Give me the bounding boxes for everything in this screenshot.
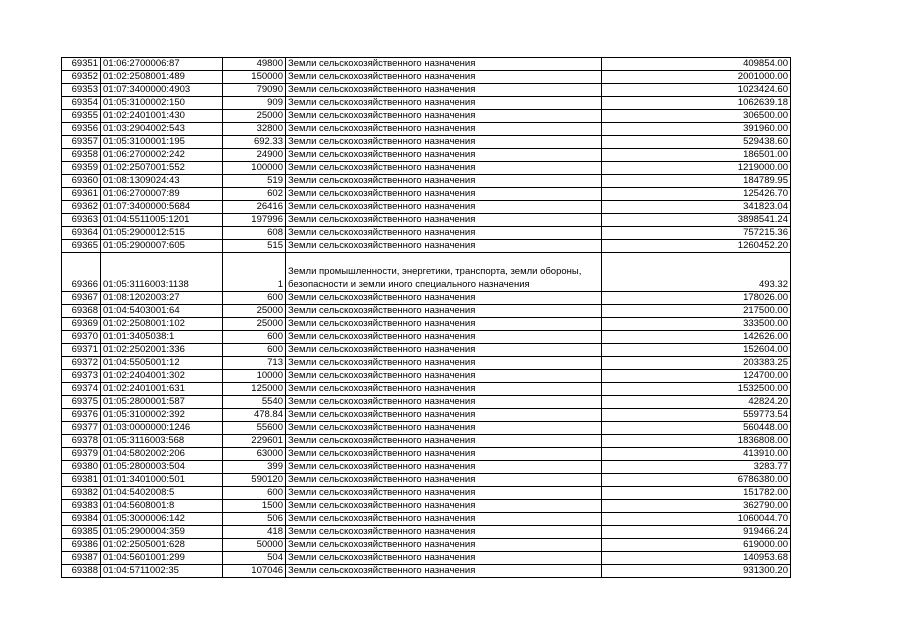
cadastral-value-cell: 529438.60	[602, 136, 791, 149]
table-row	[62, 383, 791, 396]
area-cell: 602	[223, 188, 286, 201]
row-id-cell: 69364	[62, 227, 101, 240]
area-cell: 150000	[223, 71, 286, 84]
area-cell: 100000	[223, 162, 286, 175]
cadastral-value-cell: 151782.00	[602, 487, 791, 500]
cadastral-number-cell: 01:04:5601001:299	[101, 552, 223, 565]
table-row	[62, 331, 791, 344]
cadastral-number-cell: 01:05:2900004:359	[101, 526, 223, 539]
cadastral-number-cell: 01:06:2700002:242	[101, 149, 223, 162]
row-id-cell: 69378	[62, 435, 101, 448]
cadastral-value-cell: 333500.00	[602, 318, 791, 331]
land-category-cell: Земли сельскохозяйственного назначения	[286, 305, 602, 318]
land-category-cell: Земли сельскохозяйственного назначения	[286, 526, 602, 539]
cadastral-value-cell: 42824.20	[602, 396, 791, 409]
table-row	[62, 526, 791, 539]
cadastral-value-cell: 6786380.00	[602, 474, 791, 487]
row-id-cell: 69377	[62, 422, 101, 435]
cadastral-number-cell: 01:05:2900012:515	[101, 227, 223, 240]
cadastral-value-cell: 413910.00	[602, 448, 791, 461]
cadastral-value-cell: 1219000.00	[602, 162, 791, 175]
land-category-cell: Земли сельскохозяйственного назначения	[286, 240, 602, 253]
row-id-cell: 69365	[62, 240, 101, 253]
row-id-cell: 69370	[62, 331, 101, 344]
cadastral-number-cell: 01:04:5402008:5	[101, 487, 223, 500]
row-id-cell: 69366	[62, 253, 101, 292]
table-row	[62, 474, 791, 487]
cadastral-value-cell: 931300.20	[602, 565, 791, 578]
row-id-cell: 69386	[62, 539, 101, 552]
cadastral-value-cell: 560448.00	[602, 422, 791, 435]
cadastral-number-cell: 01:05:2800001:587	[101, 396, 223, 409]
land-category-cell: Земли сельскохозяйственного назначения	[286, 97, 602, 110]
area-cell: 107046	[223, 565, 286, 578]
land-category-cell: Земли сельскохозяйственного назначения	[286, 396, 602, 409]
land-category-cell: Земли сельскохозяйственного назначения	[286, 487, 602, 500]
table-row	[62, 552, 791, 565]
row-id-cell: 69388	[62, 565, 101, 578]
row-id-cell: 69352	[62, 71, 101, 84]
land-category-cell: Земли сельскохозяйственного назначения	[286, 357, 602, 370]
row-id-cell: 69353	[62, 84, 101, 97]
row-id-cell: 69384	[62, 513, 101, 526]
cadastral-number-cell: 01:05:3100002:392	[101, 409, 223, 422]
table-row	[62, 422, 791, 435]
area-cell: 909	[223, 97, 286, 110]
cadastral-value-cell: 178026.00	[602, 292, 791, 305]
land-category-cell: Земли сельскохозяйственного назначения	[286, 227, 602, 240]
cadastral-number-cell: 01:01:3405038:1	[101, 331, 223, 344]
cadastral-value-cell: 1023424.60	[602, 84, 791, 97]
land-category-cell: Земли сельскохозяйственного назначения	[286, 448, 602, 461]
land-category-cell: Земли сельскохозяйственного назначения	[286, 136, 602, 149]
cadastral-value-cell: 124700.00	[602, 370, 791, 383]
table-row	[62, 318, 791, 331]
cadastral-number-cell: 01:04:5403001:64	[101, 305, 223, 318]
row-id-cell: 69380	[62, 461, 101, 474]
land-category-cell: Земли сельскохозяйственного назначения	[286, 110, 602, 123]
table-row	[62, 435, 791, 448]
cadastral-number-cell: 01:02:2505001:628	[101, 539, 223, 552]
cadastral-number-cell: 01:06:2700007:89	[101, 188, 223, 201]
row-id-cell: 69371	[62, 344, 101, 357]
land-category-cell: Земли сельскохозяйственного назначения	[286, 318, 602, 331]
row-id-cell: 69381	[62, 474, 101, 487]
area-cell: 79090	[223, 84, 286, 97]
cadastral-value-cell: 125426.70	[602, 188, 791, 201]
row-id-cell: 69355	[62, 110, 101, 123]
cadastral-number-cell: 01:05:3100002:150	[101, 97, 223, 110]
land-category-cell: Земли сельскохозяйственного назначения	[286, 331, 602, 344]
table-row	[62, 162, 791, 175]
row-id-cell: 69367	[62, 292, 101, 305]
cadastral-number-cell: 01:05:3116003:1138	[101, 253, 223, 292]
cadastral-value-cell: 1062639.18	[602, 97, 791, 110]
row-id-cell: 69373	[62, 370, 101, 383]
cadastral-number-cell: 01:05:2900007:605	[101, 240, 223, 253]
cadastral-value-cell: 493.32	[602, 253, 791, 292]
cadastral-value-cell: 3898541.24	[602, 214, 791, 227]
table-row	[62, 396, 791, 409]
table-row	[62, 71, 791, 84]
table-row	[62, 448, 791, 461]
area-cell: 25000	[223, 318, 286, 331]
cadastral-value-cell: 1260452.20	[602, 240, 791, 253]
row-id-cell: 69360	[62, 175, 101, 188]
table-row	[62, 175, 791, 188]
land-category-cell: Земли сельскохозяйственного назначения	[286, 292, 602, 305]
table-row	[62, 344, 791, 357]
table-row	[62, 188, 791, 201]
area-cell: 63000	[223, 448, 286, 461]
land-category-cell: Земли сельскохозяйственного назначения	[286, 214, 602, 227]
cadastral-number-cell: 01:02:2507001:552	[101, 162, 223, 175]
land-category-cell: Земли сельскохозяйственного назначения	[286, 149, 602, 162]
land-category-cell: Земли сельскохозяйственного назначения	[286, 71, 602, 84]
cadastral-value-cell: 142626.00	[602, 331, 791, 344]
row-id-cell: 69358	[62, 149, 101, 162]
cadastral-value-cell: 203383.25	[602, 357, 791, 370]
cadastral-value-cell: 391960.00	[602, 123, 791, 136]
land-category-cell: Земли сельскохозяйственного назначения	[286, 370, 602, 383]
table-row	[62, 539, 791, 552]
cadastral-number-cell: 01:04:5511005:1201	[101, 214, 223, 227]
land-category-cell: Земли промышленности, энергетики, транспорта, земли обороны, безопасности и земли иного специального назначения	[286, 253, 602, 292]
table-row	[62, 84, 791, 97]
table-row	[62, 97, 791, 110]
cadastral-value-cell: 919466.24	[602, 526, 791, 539]
cadastral-number-cell: 01:08:1202003:27	[101, 292, 223, 305]
land-category-cell: Земли сельскохозяйственного назначения	[286, 344, 602, 357]
table-row	[62, 357, 791, 370]
area-cell: 600	[223, 487, 286, 500]
cadastral-number-cell: 01:05:3000006:142	[101, 513, 223, 526]
area-cell: 25000	[223, 305, 286, 318]
table-row	[62, 123, 791, 136]
land-category-cell: Земли сельскохозяйственного назначения	[286, 539, 602, 552]
cadastral-value-cell: 217500.00	[602, 305, 791, 318]
row-id-cell: 69379	[62, 448, 101, 461]
cadastral-number-cell: 01:05:2800003:504	[101, 461, 223, 474]
land-category-cell: Земли сельскохозяйственного назначения	[286, 175, 602, 188]
area-cell: 50000	[223, 539, 286, 552]
row-id-cell: 69361	[62, 188, 101, 201]
cadastral-number-cell: 01:02:2404001:302	[101, 370, 223, 383]
land-category-cell: Земли сельскохозяйственного назначения	[286, 422, 602, 435]
row-id-cell: 69383	[62, 500, 101, 513]
cadastral-value-cell: 409854.00	[602, 58, 791, 71]
area-cell: 125000	[223, 383, 286, 396]
land-category-cell: Земли сельскохозяйственного назначения	[286, 162, 602, 175]
cadastral-number-cell: 01:04:5711002:35	[101, 565, 223, 578]
area-cell: 600	[223, 331, 286, 344]
area-cell: 26416	[223, 201, 286, 214]
cadastral-number-cell: 01:04:5608001:8	[101, 500, 223, 513]
land-category-cell: Земли сельскохозяйственного назначения	[286, 565, 602, 578]
cadastral-number-cell: 01:01:3401000:501	[101, 474, 223, 487]
table-row	[62, 253, 791, 292]
cadastral-value-cell: 1836808.00	[602, 435, 791, 448]
cadastral-value-cell: 186501.00	[602, 149, 791, 162]
area-cell: 32800	[223, 123, 286, 136]
land-category-cell: Земли сельскохозяйственного назначения	[286, 461, 602, 474]
cadastral-number-cell: 01:06:2700006:87	[101, 58, 223, 71]
cadastral-number-cell: 01:05:3100001:195	[101, 136, 223, 149]
land-category-cell: Земли сельскохозяйственного назначения	[286, 552, 602, 565]
row-id-cell: 69387	[62, 552, 101, 565]
table-row	[62, 513, 791, 526]
table-row	[62, 409, 791, 422]
table-row	[62, 305, 791, 318]
cadastral-value-cell: 140953.68	[602, 552, 791, 565]
land-category-cell: Земли сельскохозяйственного назначения	[286, 435, 602, 448]
area-cell: 478.84	[223, 409, 286, 422]
cadastral-value-cell: 757215.36	[602, 227, 791, 240]
area-cell: 506	[223, 513, 286, 526]
table-row	[62, 110, 791, 123]
area-cell: 600	[223, 292, 286, 305]
cadastral-number-cell: 01:04:5802002:206	[101, 448, 223, 461]
area-cell: 229601	[223, 435, 286, 448]
land-category-cell: Земли сельскохозяйственного назначения	[286, 201, 602, 214]
row-id-cell: 69385	[62, 526, 101, 539]
area-cell: 515	[223, 240, 286, 253]
cadastral-number-cell: 01:02:2508001:102	[101, 318, 223, 331]
table-row	[62, 292, 791, 305]
land-category-cell: Земли сельскохозяйственного назначения	[286, 123, 602, 136]
land-parcel-table	[61, 57, 791, 578]
row-id-cell: 69354	[62, 97, 101, 110]
table-row	[62, 565, 791, 578]
row-id-cell: 69357	[62, 136, 101, 149]
cadastral-value-cell: 341823.04	[602, 201, 791, 214]
row-id-cell: 69382	[62, 487, 101, 500]
table-row	[62, 201, 791, 214]
cadastral-number-cell: 01:03:2904002:543	[101, 123, 223, 136]
table-body	[62, 58, 791, 578]
cadastral-number-cell: 01:05:3116003:568	[101, 435, 223, 448]
area-cell: 713	[223, 357, 286, 370]
cadastral-number-cell: 01:08:1309024:43	[101, 175, 223, 188]
table-row	[62, 149, 791, 162]
cadastral-number-cell: 01:07:3400000:5684	[101, 201, 223, 214]
cadastral-value-cell: 362790.00	[602, 500, 791, 513]
row-id-cell: 69368	[62, 305, 101, 318]
land-category-cell: Земли сельскохозяйственного назначения	[286, 513, 602, 526]
row-id-cell: 69376	[62, 409, 101, 422]
table-row	[62, 500, 791, 513]
row-id-cell: 69356	[62, 123, 101, 136]
row-id-cell: 69362	[62, 201, 101, 214]
cadastral-value-cell: 1532500.00	[602, 383, 791, 396]
table-row	[62, 370, 791, 383]
cadastral-value-cell: 1060044.70	[602, 513, 791, 526]
row-id-cell: 69372	[62, 357, 101, 370]
area-cell: 5540	[223, 396, 286, 409]
land-category-cell: Земли сельскохозяйственного назначения	[286, 474, 602, 487]
cadastral-value-cell: 619000.00	[602, 539, 791, 552]
area-cell: 10000	[223, 370, 286, 383]
row-id-cell: 69351	[62, 58, 101, 71]
row-id-cell: 69369	[62, 318, 101, 331]
area-cell: 600	[223, 344, 286, 357]
row-id-cell: 69375	[62, 396, 101, 409]
area-cell: 55600	[223, 422, 286, 435]
area-cell: 418	[223, 526, 286, 539]
cadastral-number-cell: 01:03:0000000:1246	[101, 422, 223, 435]
row-id-cell: 69363	[62, 214, 101, 227]
cadastral-value-cell: 184789.95	[602, 175, 791, 188]
area-cell: 608	[223, 227, 286, 240]
cadastral-value-cell: 306500.00	[602, 110, 791, 123]
area-cell: 692.33	[223, 136, 286, 149]
table-row	[62, 227, 791, 240]
area-cell: 49800	[223, 58, 286, 71]
cadastral-number-cell: 01:04:5505001:12	[101, 357, 223, 370]
area-cell: 25000	[223, 110, 286, 123]
cadastral-number-cell: 01:07:3400000:4903	[101, 84, 223, 97]
land-category-cell: Земли сельскохозяйственного назначения	[286, 409, 602, 422]
cadastral-value-cell: 3283.77	[602, 461, 791, 474]
area-cell: 519	[223, 175, 286, 188]
row-id-cell: 69359	[62, 162, 101, 175]
area-cell: 399	[223, 461, 286, 474]
table-row	[62, 214, 791, 227]
table-row	[62, 487, 791, 500]
cadastral-number-cell: 01:02:2401001:430	[101, 110, 223, 123]
cadastral-number-cell: 01:02:2508001:489	[101, 71, 223, 84]
table-row	[62, 461, 791, 474]
area-cell: 24900	[223, 149, 286, 162]
area-cell: 1	[223, 253, 286, 292]
cadastral-value-cell: 559773.54	[602, 409, 791, 422]
land-category-cell: Земли сельскохозяйственного назначения	[286, 84, 602, 97]
cadastral-number-cell: 01:02:2401001:631	[101, 383, 223, 396]
cadastral-number-cell: 01:02:2502001:336	[101, 344, 223, 357]
land-category-cell: Земли сельскохозяйственного назначения	[286, 58, 602, 71]
table-row	[62, 240, 791, 253]
area-cell: 197996	[223, 214, 286, 227]
area-cell: 590120	[223, 474, 286, 487]
land-category-cell: Земли сельскохозяйственного назначения	[286, 188, 602, 201]
cadastral-value-cell: 152604.00	[602, 344, 791, 357]
land-category-cell: Земли сельскохозяйственного назначения	[286, 383, 602, 396]
table-row	[62, 58, 791, 71]
land-category-cell: Земли сельскохозяйственного назначения	[286, 500, 602, 513]
area-cell: 1500	[223, 500, 286, 513]
cadastral-value-cell: 2001000.00	[602, 71, 791, 84]
row-id-cell: 69374	[62, 383, 101, 396]
area-cell: 504	[223, 552, 286, 565]
table-row	[62, 136, 791, 149]
